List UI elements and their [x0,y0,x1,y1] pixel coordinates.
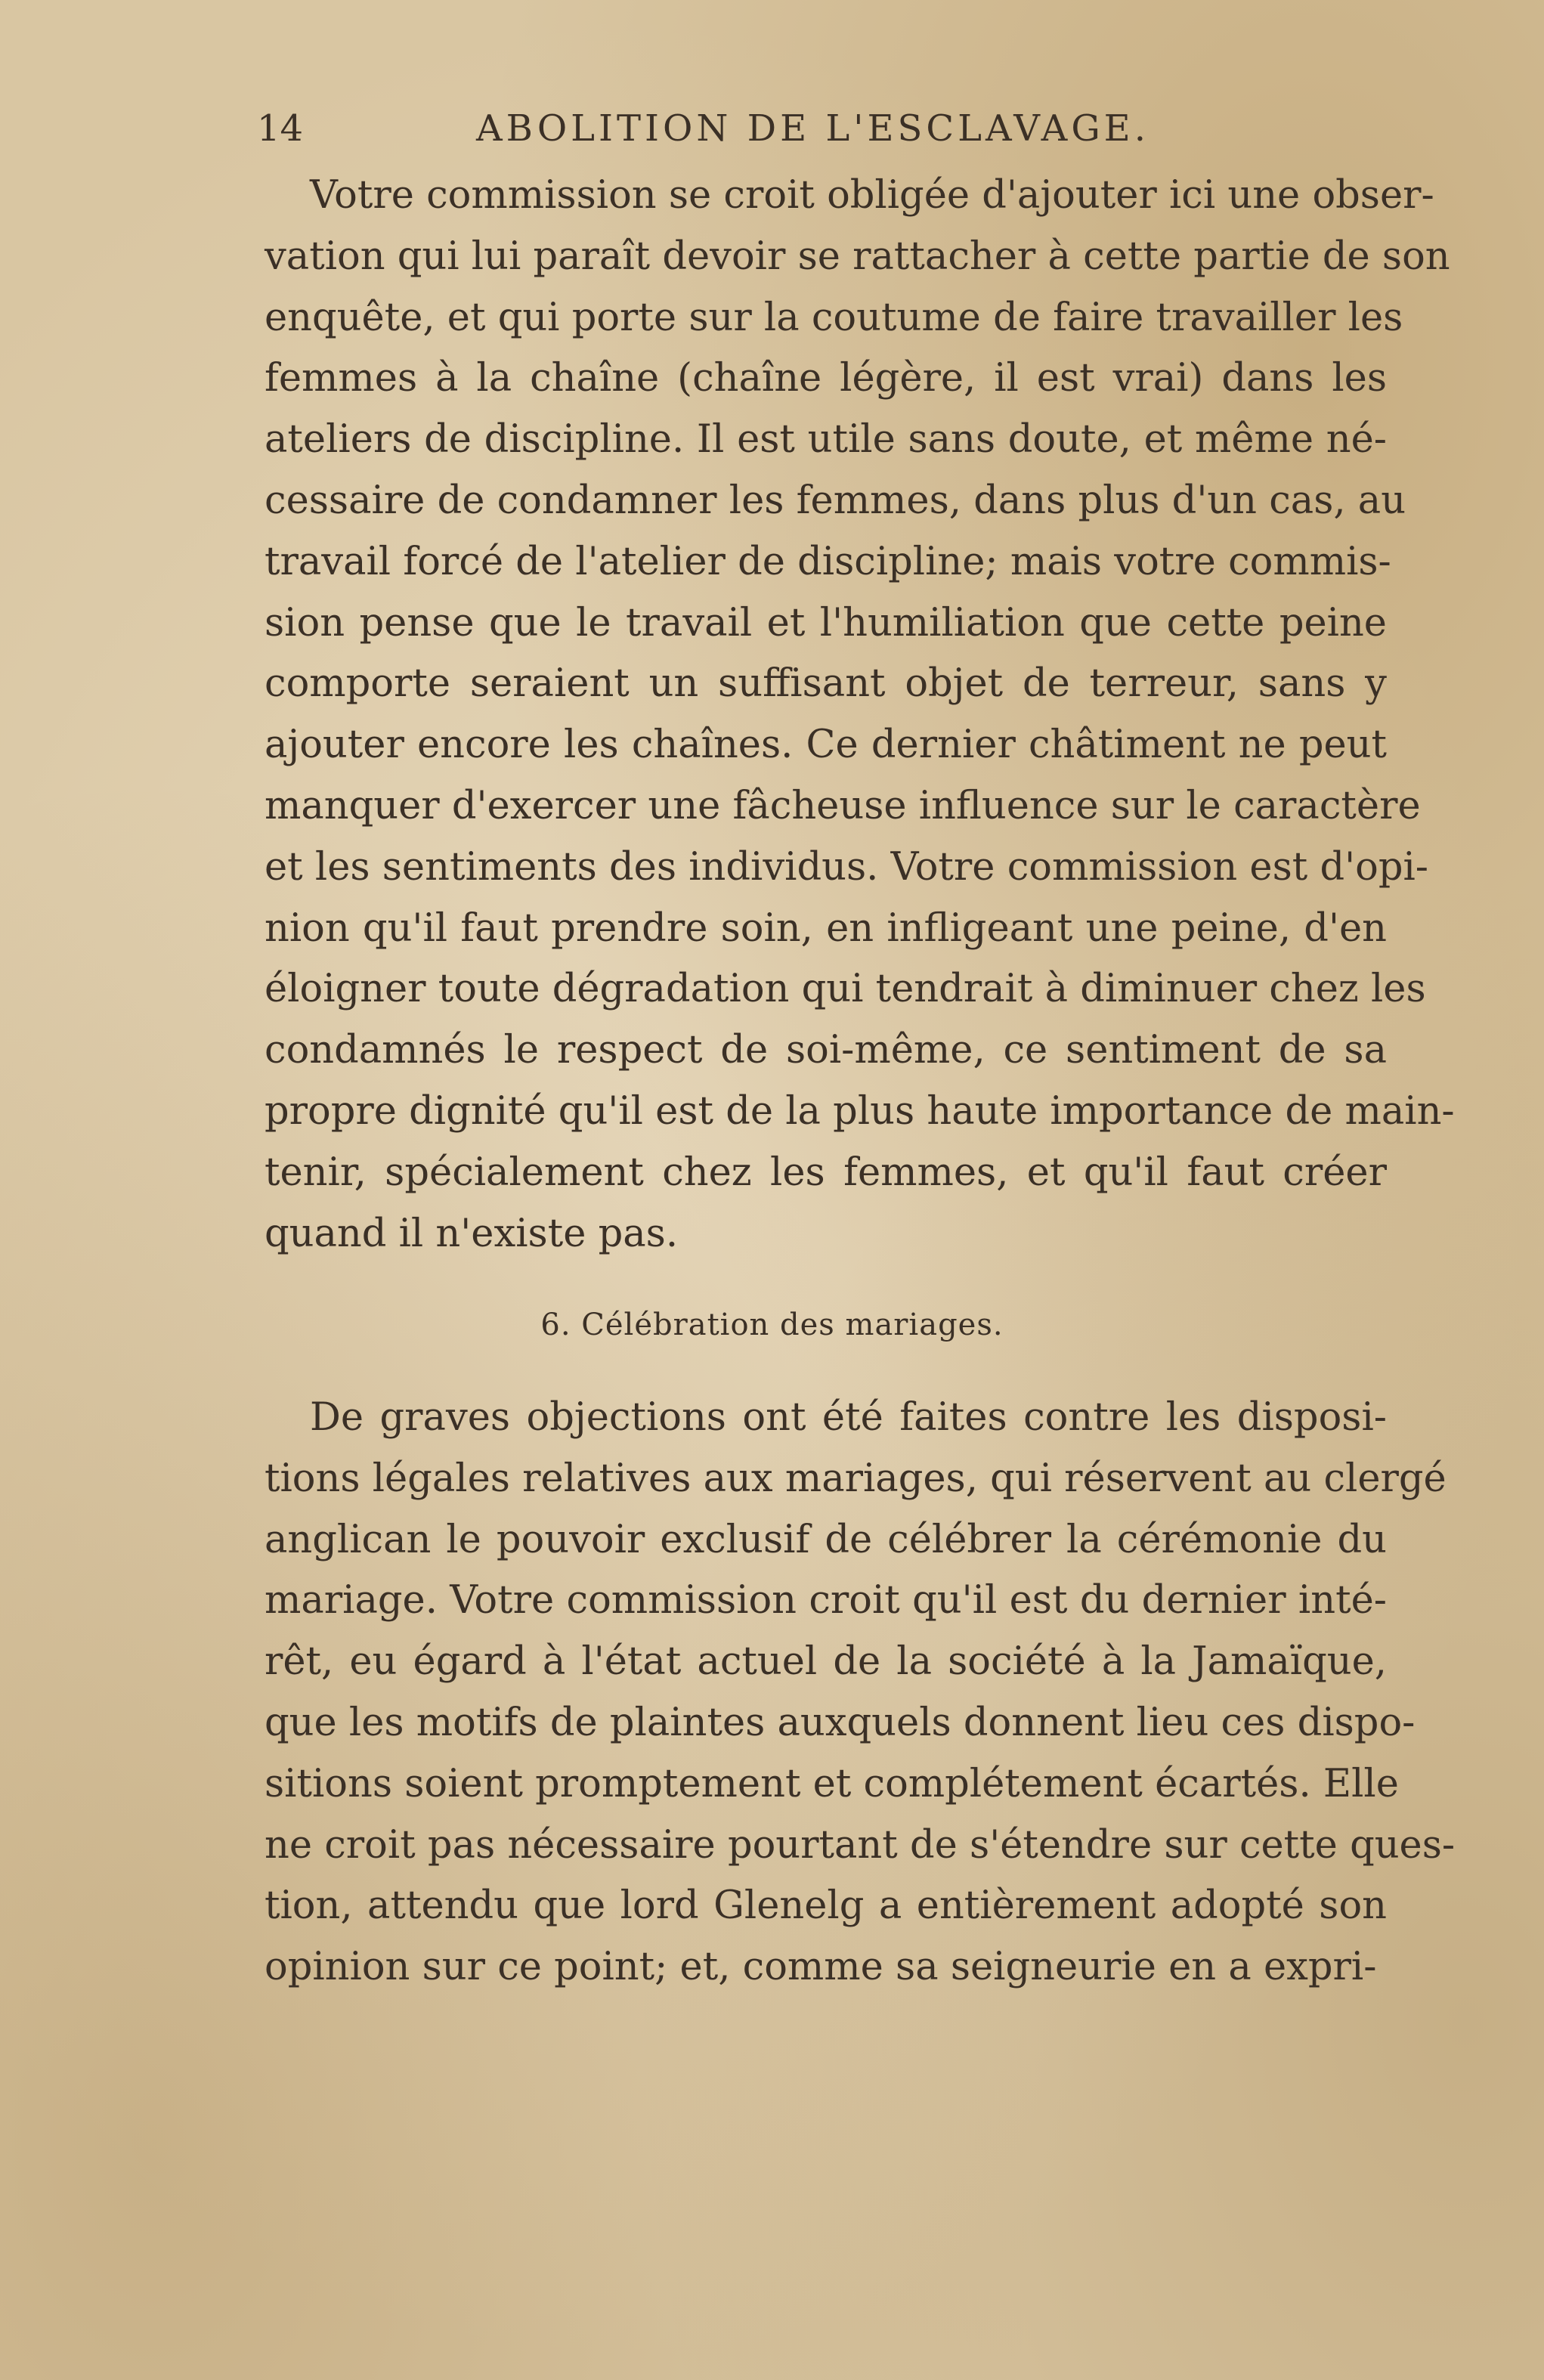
paragraph2-line: anglican le pouvoir exclusif de célébrer la cérémonie du [265,1517,1387,1562]
paragraph1-line: travail forcé de l'atelier de discipline; mais votre commis- [265,539,1391,584]
paragraph1-line: quand il n'existe pas. [265,1211,679,1256]
page-number: 14 [257,107,304,150]
paragraph1-line: Votre commission se croit obligée d'ajouter ici une obser- [310,173,1434,218]
paragraph2-line: que les motifs de plaintes auxquels donnent lieu ces dispo- [265,1701,1416,1745]
paragraph2-line: tions légales relatives aux mariages, qui réservent au clergé [265,1456,1447,1501]
paragraph1-line: condamnés le respect de soi-même, ce sentiment de sa [265,1028,1387,1073]
paragraph2-line: opinion sur ce point; et, comme sa seigneurie en a expri- [265,1945,1377,1990]
paragraph1-line: tenir, spécialement chez les femmes, et qu'il faut créer [265,1150,1387,1195]
paragraph1-line: sion pense que le travail et l'humiliation que cette peine [265,600,1387,645]
paragraph2-line: mariage. Votre commission croit qu'il est du dernier inté- [265,1578,1387,1623]
paragraph2-line: De graves objections ont été faites contre les disposi- [310,1395,1387,1440]
paragraph2-line: tion, attendu que lord Glenelg a entièrement adopté son [265,1883,1387,1929]
running-head-title: ABOLITION DE L'ESCLAVAGE. [476,107,1149,150]
paragraph1-line: propre dignité qu'il est de la plus haute importance de main- [265,1089,1455,1134]
paragraph1-line: ajouter encore les chaînes. Ce dernier châtiment ne peut [265,723,1387,768]
paragraph1-line: cessaire de condamner les femmes, dans plus d'un cas, au [265,478,1406,523]
section-heading: 6. Célébration des mariages. [540,1308,1004,1342]
paragraph1-line: manquer d'exercer une fâcheuse influence sur le caractère [265,784,1421,828]
paragraph1-line: comporte seraient un suffisant objet de terreur, sans y [265,661,1387,707]
paragraph2-line: ne croit pas nécessaire pourtant de s'étendre sur cette ques- [265,1822,1456,1868]
paragraph2-line: sitions soient promptement et complétement écartés. Elle [265,1761,1399,1806]
paragraph1-line: ateliers de discipline. Il est utile sans doute, et même né- [265,417,1387,463]
paragraph1-line: enquête, et qui porte sur la coutume de faire travailler les [265,295,1403,340]
paragraph2-line: rêt, eu égard à l'état actuel de la société à la Jamaïque, [265,1639,1387,1685]
paragraph1-line: vation qui lui paraît devoir se rattacher à cette partie de son [265,234,1450,279]
paragraph1-line: éloigner toute dégradation qui tendrait à diminuer chez les [265,967,1426,1012]
paragraph1-line: nion qu'il faut prendre soin, en infligeant une peine, d'en [265,905,1387,951]
paragraph1-line: femmes à la chaîne (chaîne légère, il est vrai) dans les [265,356,1387,401]
paragraph1-line: et les sentiments des individus. Votre commission est d'opi- [265,844,1429,890]
